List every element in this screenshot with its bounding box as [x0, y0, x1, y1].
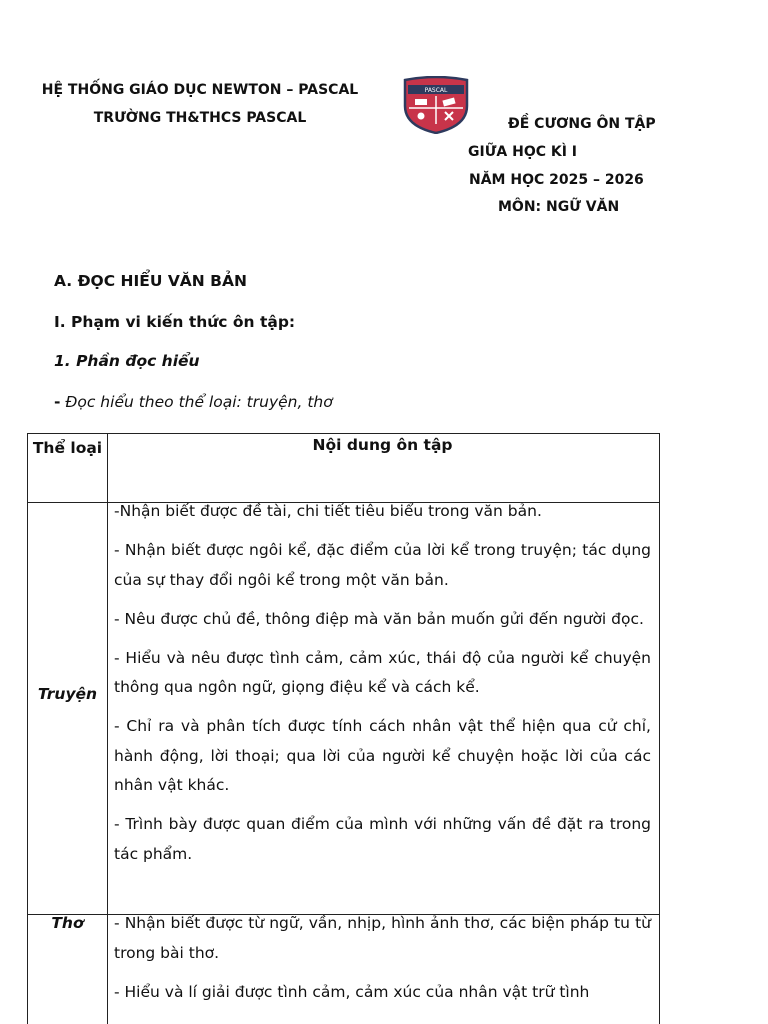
doc-year: NĂM HỌC 2025 – 2026	[469, 172, 644, 188]
doc-title: ĐỀ CƯƠNG ÔN TẬP	[508, 116, 656, 132]
school-logo	[399, 76, 473, 134]
header-content: Nội dung ôn tập	[312, 436, 453, 454]
header-genre: Thể loại	[32, 439, 103, 457]
list-item: -Nhận biết được đề tài, chi tiết tiêu biểu trong văn bản.	[114, 502, 542, 520]
list-item: - Chỉ ra và phân tích được tính cách nhân vật thể hiện qua cử chỉ, hành động, lời thoại; qua lời của người kể chuyện hoặc lời của các nhân vật khác.	[114, 717, 651, 794]
list-item: - Hiểu và nêu được tình cảm, cảm xúc, thái độ của người kể chuyện thông qua ngôn ngữ, giọng điệu kể và cách kể.	[114, 648, 651, 696]
doc-term: GIỮA HỌC KÌ I	[468, 144, 578, 160]
genre-note: - Đọc hiểu theo thể loại: truyện, thơ	[54, 393, 333, 411]
genre-cell: Thơ	[51, 914, 84, 932]
logo-text: PASCAL	[424, 87, 448, 94]
review-table	[27, 433, 660, 1024]
school-header	[22, 76, 378, 132]
org-name: HỆ THỐNG GIÁO DỤC NEWTON – PASCAL	[41, 82, 359, 98]
table-header-row	[28, 434, 659, 503]
table-row	[28, 915, 659, 1024]
content-cell	[114, 909, 651, 1017]
school-name: TRƯỜNG TH&THCS PASCAL	[93, 110, 307, 126]
subsection-1-heading: 1. Phần đọc hiểu	[54, 352, 200, 370]
list-item: - Trình bày được quan điểm của mình với những vấn đề đặt ra trong tác phẩm.	[114, 815, 651, 863]
content-cell	[114, 497, 651, 879]
list-item: - Nêu được chủ đề, thông điệp mà văn bản muốn gửi đến người đọc.	[114, 609, 644, 628]
section-i-heading: I. Phạm vi kiến thức ôn tập:	[54, 313, 296, 331]
doc-subject: MÔN: NGỮ VĂN	[498, 199, 620, 215]
section-a-heading: A. ĐỌC HIỂU VĂN BẢN	[54, 272, 247, 290]
list-item: - Hiểu và lí giải được tình cảm, cảm xúc của nhân vật trữ tình	[114, 982, 590, 1001]
genre-cell: Truyện	[37, 685, 98, 703]
list-item: - Nhận biết được từ ngữ, vần, nhịp, hình ảnh thơ, các biện pháp tu từ trong bài thơ.	[114, 914, 651, 962]
table-row	[28, 503, 659, 915]
list-item: - Nhận biết được ngôi kể, đặc điểm của lời kể trong truyện; tác dụng của sự thay đổi ngôi kể trong một văn bản.	[114, 541, 651, 589]
